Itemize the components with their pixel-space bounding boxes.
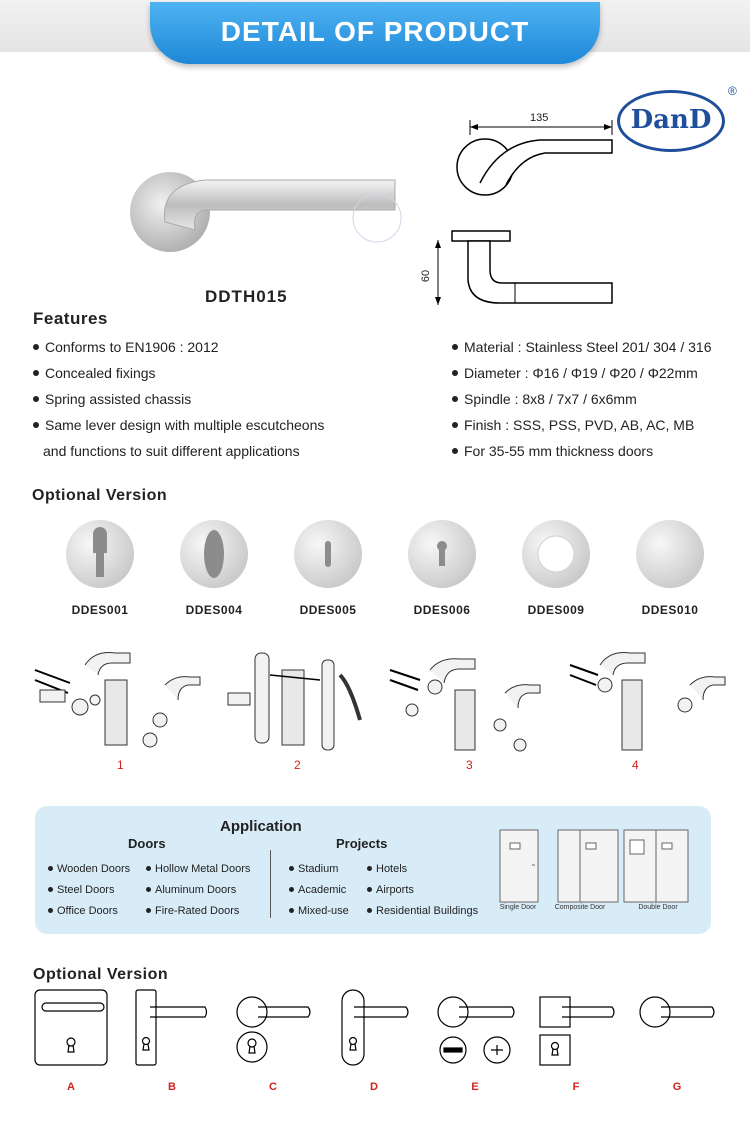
- variant-a-icon: [35, 990, 107, 1065]
- installation-2-icon: [228, 653, 360, 750]
- installation-1-icon: [35, 653, 200, 748]
- spec-item: Material : Stainless Steel 201/ 304 / 316: [452, 334, 711, 360]
- project-type-item: Academic: [289, 884, 346, 896]
- door-label: Double Door: [638, 904, 678, 911]
- door-type-item: Aluminum Doors: [146, 884, 236, 896]
- project-type-item: Hotels: [367, 863, 407, 875]
- escutcheon-row: [0, 515, 750, 595]
- feature-item-continuation: and functions to suit different applications: [43, 443, 300, 459]
- application-divider: [270, 850, 271, 918]
- spec-item: For 35-55 mm thickness doors: [452, 438, 711, 464]
- installation-label: 2: [294, 758, 301, 772]
- variant-e-icon: [438, 997, 514, 1063]
- door-label: Single Door: [499, 904, 537, 911]
- escutcheon-ddes005-icon: [294, 520, 362, 588]
- optional-version-title: Optional Version: [32, 487, 168, 504]
- registered-mark: ®: [728, 84, 737, 98]
- feature-item: Spring assisted chassis: [33, 386, 324, 412]
- variant-label: D: [370, 1081, 378, 1093]
- variant-drawings: [0, 985, 750, 1075]
- variant-label: F: [572, 1081, 580, 1093]
- installation-label: 3: [466, 758, 473, 772]
- project-type-item: Mixed-use: [289, 905, 349, 917]
- variant-label: G: [672, 1081, 682, 1093]
- installation-4-icon: [570, 653, 725, 751]
- installation-diagrams: [0, 645, 750, 760]
- project-type-item: Airports: [367, 884, 414, 896]
- variant-label: B: [168, 1081, 176, 1093]
- escutcheon-ddes006-icon: [408, 520, 476, 588]
- features-left-list: [33, 334, 324, 464]
- escutcheon-ddes001-icon: [66, 520, 134, 588]
- feature-item: Concealed fixings: [33, 360, 324, 386]
- spec-item: Diameter : Φ16 / Φ19 / Φ20 / Φ22mm: [452, 360, 711, 386]
- doors-title: Doors: [128, 836, 166, 851]
- door-type-item: Office Doors: [48, 905, 118, 917]
- product-code: DDTH015: [205, 287, 288, 306]
- projects-title: Projects: [336, 836, 388, 851]
- escutcheon-label: DDES004: [185, 603, 243, 617]
- escutcheon-label: DDES006: [413, 603, 471, 617]
- feature-item: Conforms to EN1906 : 2012: [33, 334, 324, 360]
- technical-drawing-side: [420, 225, 620, 310]
- escutcheon-ddes010-icon: [636, 520, 704, 588]
- door-type-item: Steel Doors: [48, 884, 114, 896]
- escutcheon-ddes004-icon: [180, 520, 248, 588]
- variant-f-icon: [540, 997, 614, 1065]
- variant-c-icon: [237, 997, 310, 1062]
- escutcheon-label: DDES005: [299, 603, 357, 617]
- spec-item: Finish : SSS, PSS, PVD, AB, AC, MB: [452, 412, 711, 438]
- door-type-item: Fire-Rated Doors: [146, 905, 239, 917]
- door-type-item: Hollow Metal Doors: [146, 863, 250, 875]
- double-door-icon: [624, 830, 688, 902]
- variant-b-icon: [136, 990, 207, 1065]
- optional-version-2-title: Optional Version: [33, 966, 169, 983]
- dimension-height: 60: [420, 269, 433, 283]
- variant-label: C: [269, 1081, 277, 1093]
- escutcheon-label: DDES009: [527, 603, 585, 617]
- variant-label: A: [67, 1081, 75, 1093]
- dimension-width: 135: [530, 112, 549, 124]
- escutcheon-ddes009-icon: [522, 520, 590, 588]
- escutcheon-label: DDES001: [71, 603, 129, 617]
- project-type-item: Stadium: [289, 863, 338, 875]
- variant-label: E: [471, 1081, 479, 1093]
- door-type-item: Wooden Doors: [48, 863, 130, 875]
- variant-d-icon: [342, 990, 408, 1065]
- installation-3-icon: [390, 659, 540, 751]
- composite-door-icon: [558, 830, 618, 902]
- door-label: Composite Door: [554, 904, 606, 911]
- spec-item: Spindle : 8x8 / 7x7 / 6x6mm: [452, 386, 711, 412]
- feature-item: Same lever design with multiple escutcheons: [33, 412, 324, 438]
- single-door-icon: [500, 830, 538, 902]
- project-type-item: Residential Buildings: [367, 905, 478, 917]
- logo-text: DanD: [630, 105, 712, 135]
- application-title: Application: [220, 818, 302, 835]
- installation-label: 1: [117, 758, 124, 772]
- page-title: DETAIL OF PRODUCT: [220, 16, 530, 47]
- installation-label: 4: [632, 758, 639, 772]
- variant-g-icon: [640, 997, 714, 1027]
- door-illustrations: [490, 825, 700, 905]
- escutcheon-label: DDES010: [641, 603, 699, 617]
- features-right-list: [452, 334, 711, 464]
- features-title: Features: [33, 309, 108, 328]
